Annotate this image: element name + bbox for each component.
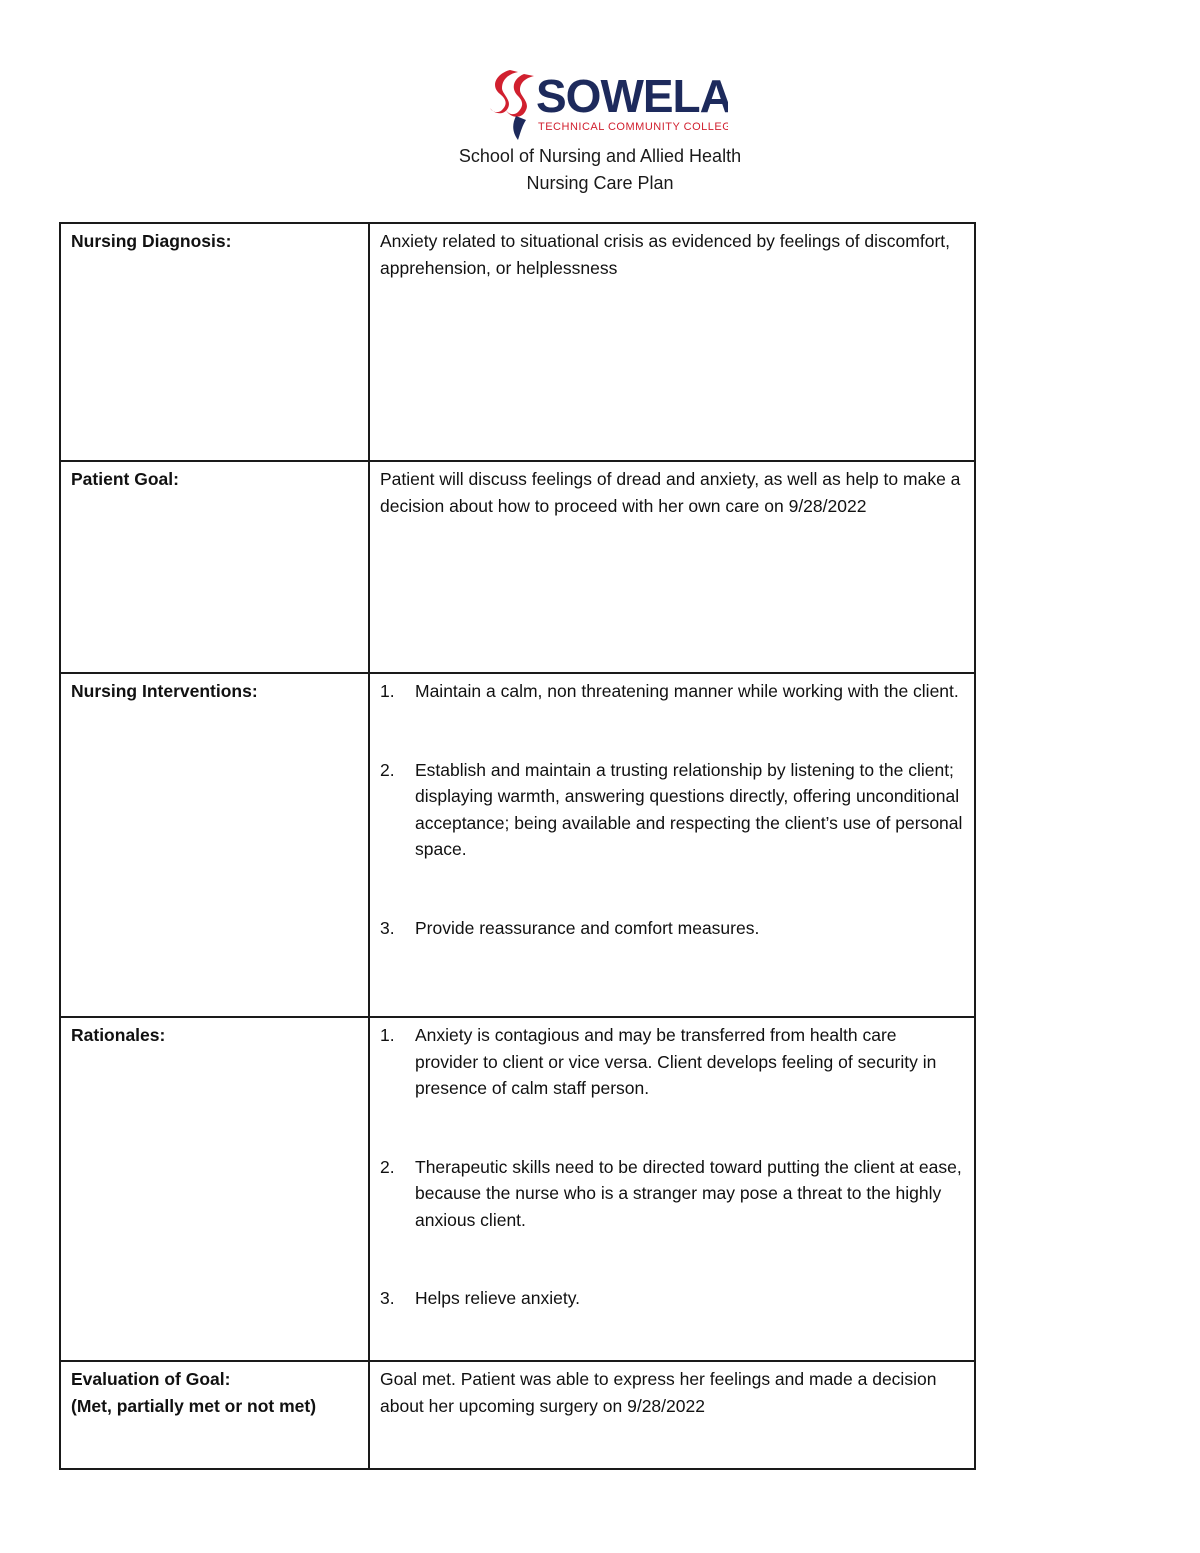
list-number: 1. bbox=[380, 681, 395, 701]
svg-text:SOWELA: SOWELA bbox=[536, 70, 728, 122]
interventions-label: Nursing Interventions: bbox=[60, 673, 369, 1017]
evaluation-label bbox=[60, 1361, 369, 1469]
list-item bbox=[380, 757, 964, 863]
rationales-list bbox=[380, 1022, 964, 1312]
list-item-text: Provide reassurance and comfort measures. bbox=[415, 917, 760, 938]
table-row bbox=[60, 461, 975, 673]
list-item-text: Helps relieve anxiety. bbox=[415, 1288, 581, 1308]
sowela-logo bbox=[478, 64, 728, 144]
svg-text:TECHNICAL COMMUNITY COLLEGE: TECHNICAL COMMUNITY COLLEGE bbox=[538, 121, 728, 133]
list-item-text: Establish and maintain a trusting relationship by listening to the client; displaying warmth, answering questions directly, offering unconditional acceptance; being available and respecting the client’s use of personal space. bbox=[415, 759, 963, 859]
list-number: 2. bbox=[380, 759, 395, 780]
goal-text: Patient will discuss feelings of dread and anxiety, as well as help to make a decision about how to proceed with her own care on 9/28/2022 bbox=[369, 461, 975, 673]
list-number: 1. bbox=[380, 1025, 395, 1045]
table-row bbox=[60, 223, 975, 461]
goal-label: Patient Goal: bbox=[60, 461, 369, 673]
interventions-list bbox=[380, 678, 964, 941]
list-number: 3. bbox=[380, 917, 395, 938]
interventions-cell bbox=[369, 673, 975, 1017]
document-title: Nursing Care Plan bbox=[526, 173, 674, 193]
evaluation-text: Goal met. Patient was able to express her feelings and made a decision about her upcoming surgery on 9/28/2022 bbox=[369, 1361, 975, 1469]
list-item bbox=[380, 1285, 964, 1312]
list-item bbox=[380, 678, 964, 705]
list-item-text: Anxiety is contagious and may be transferred from health care provider to client or vice versa. Client develops feeling of security in presence of calm staff person. bbox=[415, 1025, 937, 1098]
list-number: 3. bbox=[380, 1288, 395, 1308]
list-item bbox=[380, 915, 964, 942]
list-number: 2. bbox=[380, 1156, 395, 1177]
diagnosis-label: Nursing Diagnosis: bbox=[60, 223, 369, 461]
diagnosis-text: Anxiety related to situational crisis as evidenced by feelings of discomfort, apprehension, or helplessness bbox=[369, 223, 975, 461]
table-row bbox=[60, 1017, 975, 1361]
rationales-cell bbox=[369, 1017, 975, 1361]
table-row bbox=[60, 1361, 975, 1469]
list-item bbox=[380, 1022, 964, 1102]
table-row bbox=[60, 673, 975, 1017]
sowela-logo-mark bbox=[478, 64, 728, 144]
evaluation-label-options: (Met, partially met or not met) bbox=[71, 1395, 317, 1416]
list-item bbox=[380, 1154, 964, 1234]
rationales-label: Rationales: bbox=[60, 1017, 369, 1361]
evaluation-label-title: Evaluation of Goal: bbox=[71, 1369, 231, 1389]
school-name: School of Nursing and Allied Health bbox=[458, 146, 742, 166]
list-item-text: Therapeutic skills need to be directed toward putting the client at ease, because the nurse who is a stranger may pose a threat to the highly anxious client. bbox=[415, 1156, 962, 1230]
list-item-text: Maintain a calm, non threatening manner while working with the client. bbox=[415, 681, 959, 701]
care-plan-table bbox=[59, 222, 976, 1470]
